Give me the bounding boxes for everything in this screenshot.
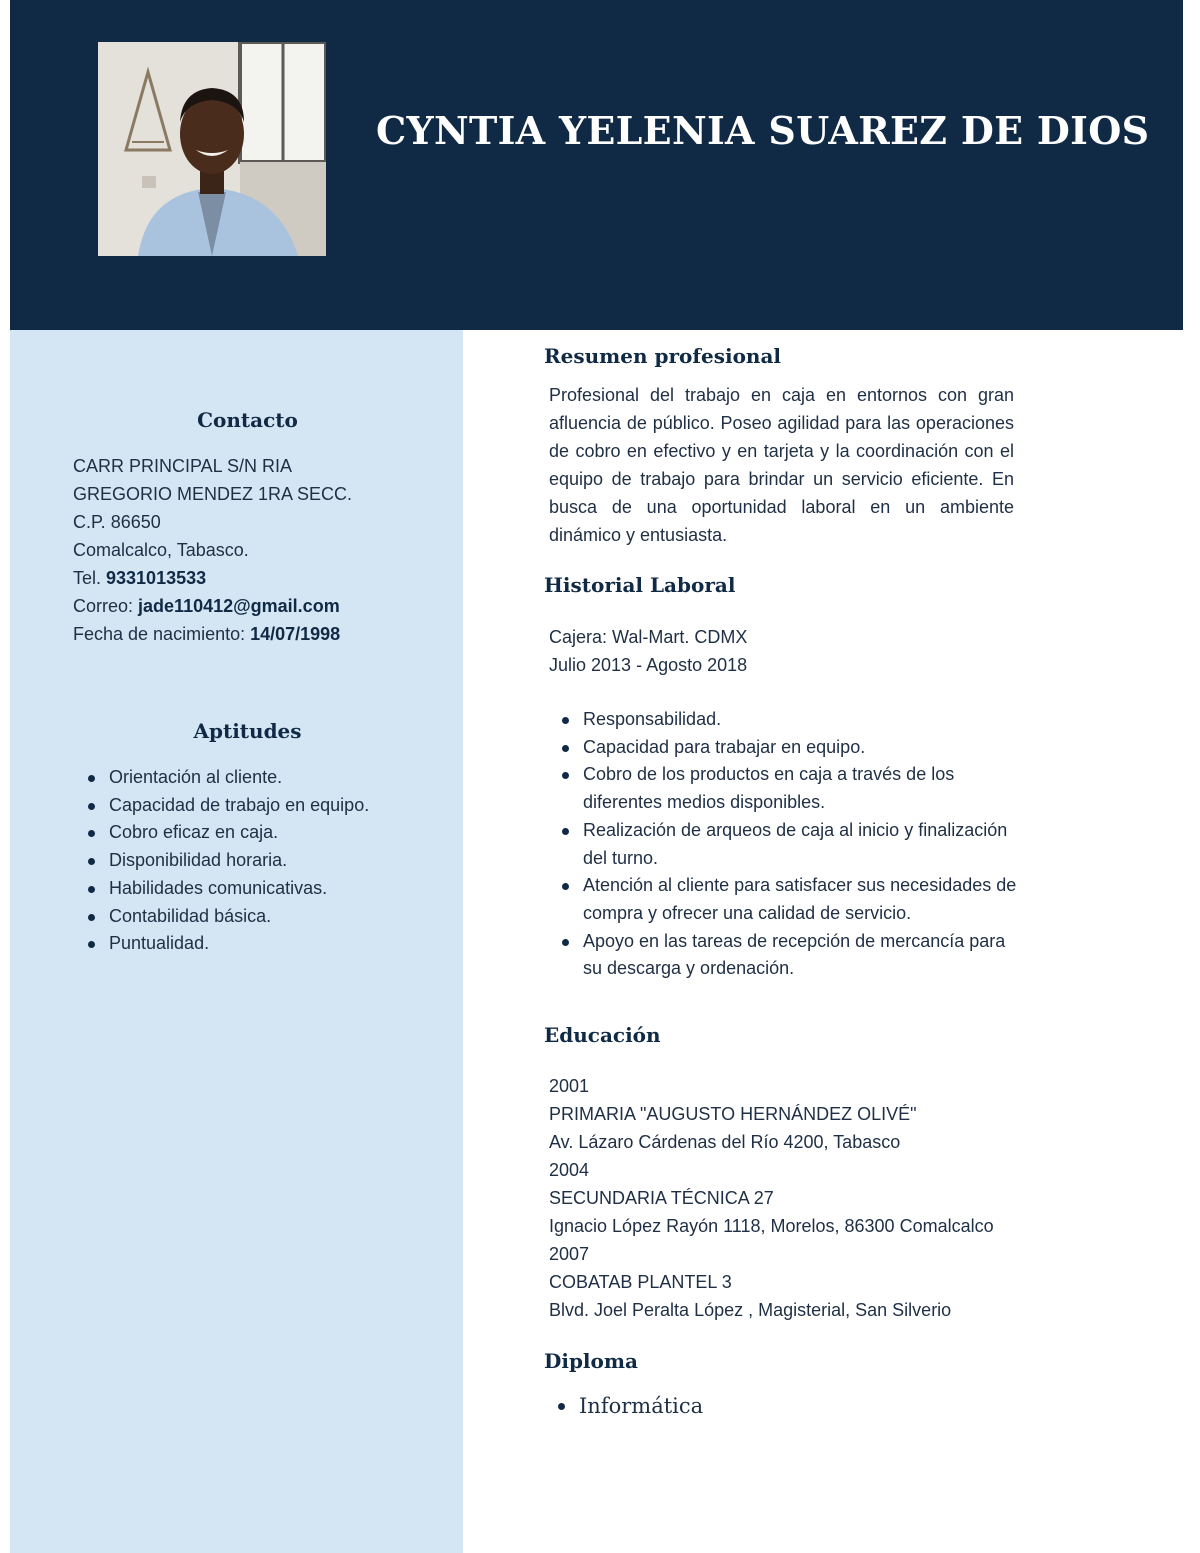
summary-heading: Resumen profesional xyxy=(544,344,782,368)
email-row xyxy=(73,592,453,620)
email-address: jade110412@gmail.com xyxy=(138,596,340,616)
skill-item: Habilidades comunicativas. xyxy=(86,875,456,903)
skills-heading: Aptitudes xyxy=(193,719,302,743)
education-year: 2001 xyxy=(549,1076,590,1096)
phone-label: Tel. xyxy=(73,568,107,588)
city: Comalcalco, Tabasco. xyxy=(73,540,249,560)
education-school: SECUNDARIA TÉCNICA 27 xyxy=(549,1188,774,1208)
diploma-heading: Diploma xyxy=(544,1349,638,1373)
skill-item: Disponibilidad horaria. xyxy=(86,847,456,875)
job-duty-item: Atención al cliente para satisfacer sus necesidades de compra y ofrecer una calidad de servicio. xyxy=(560,872,1020,927)
skill-item: Contabilidad básica. xyxy=(86,903,456,931)
candidate-name: CYNTIA YELENIA SUAREZ DE DIOS xyxy=(376,108,1150,153)
job-duty-item: Apoyo en las tareas de recepción de mercancía para su descarga y ordenación. xyxy=(560,928,1020,983)
profile-photo xyxy=(98,42,326,256)
address-line-1: CARR PRINCIPAL S/N RIA xyxy=(73,456,293,476)
education-school: PRIMARIA "AUGUSTO HERNÁNDEZ OLIVÉ" xyxy=(549,1104,917,1124)
job-duties-list xyxy=(560,706,1020,983)
education-address: Ignacio López Rayón 1118, Morelos, 86300 Comalcalco xyxy=(549,1216,994,1236)
skill-item: Capacidad de trabajo en equipo. xyxy=(86,792,456,820)
address-line-2: GREGORIO MENDEZ 1RA SECC. xyxy=(73,484,353,504)
email-label: Correo: xyxy=(73,596,139,616)
job-period: Julio 2013 - Agosto 2018 xyxy=(549,655,748,675)
work-history-heading: Historial Laboral xyxy=(544,573,736,597)
job-duty-item: Responsabilidad. xyxy=(560,706,1020,734)
summary-text: Profesional del trabajo en caja en entornos con gran afluencia de público. Poseo agilidad para las operaciones de cobro en efectivo y en tarjeta y la coordinación con el equipo de trabajo para brindar un servicio eficiente. En busca de una oportunidad laboral en un ambiente dinámico y entusiasta. xyxy=(549,385,1014,545)
job-title: Cajera: Wal-Mart. CDMX xyxy=(549,627,748,647)
job-duty-item: Cobro de los productos en caja a través de los diferentes medios disponibles. xyxy=(560,761,1020,816)
education-school: COBATAB PLANTEL 3 xyxy=(549,1272,732,1292)
phone-row xyxy=(73,564,453,592)
skill-item: Cobro eficaz en caja. xyxy=(86,819,456,847)
skill-item: Orientación al cliente. xyxy=(86,764,456,792)
skills-list xyxy=(86,764,456,958)
education-year: 2007 xyxy=(549,1244,590,1264)
postal-code: C.P. 86650 xyxy=(73,512,161,532)
education-address: Av. Lázaro Cárdenas del Río 4200, Tabasco xyxy=(549,1132,901,1152)
contact-heading: Contacto xyxy=(197,408,298,432)
job-duty-item: Capacidad para trabajar en equipo. xyxy=(560,734,1020,762)
skill-item: Puntualidad. xyxy=(86,930,456,958)
diploma-item: Informática xyxy=(556,1390,956,1422)
job-duty-item: Realización de arqueos de caja al inicio y finalización del turno. xyxy=(560,817,1020,872)
education-year: 2004 xyxy=(549,1160,590,1180)
education-heading: Educación xyxy=(544,1023,661,1047)
contact-info xyxy=(73,452,453,648)
birth-date: 14/07/1998 xyxy=(250,624,341,644)
profile-photo-image xyxy=(98,42,326,256)
diploma-list xyxy=(556,1390,956,1422)
education-address: Blvd. Joel Peralta López , Magisterial, San Silverio xyxy=(549,1300,952,1320)
birth-date-label: Fecha de nacimiento: xyxy=(73,624,251,644)
birth-date-row xyxy=(73,620,453,648)
phone-number: 9331013533 xyxy=(106,568,207,588)
